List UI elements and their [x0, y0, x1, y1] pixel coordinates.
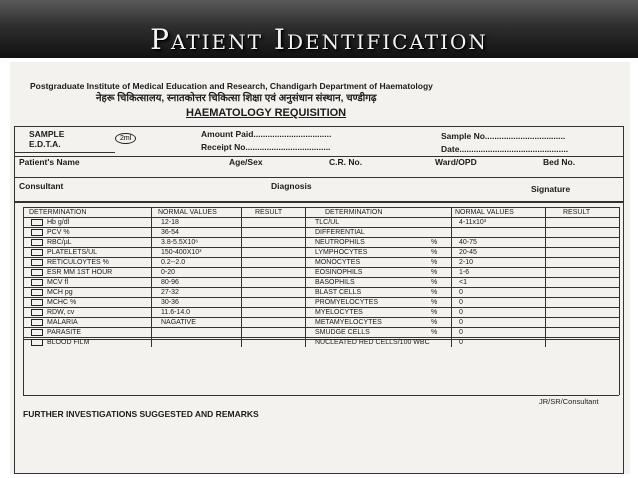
percent-sign: % — [431, 319, 438, 326]
amount-paid-field: Amount Paid................................. — [201, 129, 332, 139]
right-determination: LYMPHOCYTES — [315, 249, 368, 256]
test-checkbox[interactable] — [31, 339, 43, 346]
requisition-title: HAEMATOLOGY REQUISITION — [186, 107, 347, 119]
right-normal-value: 1-6 — [459, 269, 470, 276]
grid-line — [23, 307, 619, 308]
test-checkbox[interactable] — [31, 299, 43, 306]
left-normal-value: NAGATIVE — [161, 319, 196, 326]
grid-line — [451, 207, 452, 347]
institute-name: Postgraduate Institute of Medical Education and Research, Chandigarh Department of Haematology — [30, 81, 433, 91]
left-determination: MCV fl — [47, 279, 68, 286]
institute-name-hindi: नेहरू चिकित्सालय, स्नातकोत्तर चिकित्सा शिक्षा एवं अनुसंधान संस्थान, चण्डीगढ़ — [96, 93, 377, 104]
patient-name-label: Patient's Name — [19, 157, 80, 167]
grid-line — [23, 297, 619, 298]
right-normal-value: 0 — [459, 289, 463, 296]
grid-line — [23, 267, 619, 268]
grid-line — [23, 337, 619, 338]
signatory-label: JR/SR/Consultant — [539, 397, 599, 406]
left-normal-value: 80-96 — [161, 279, 179, 286]
col-normal-values: NORMAL VALUES — [158, 209, 217, 216]
sample-no-field: Sample No.................................. — [441, 131, 566, 141]
ward-label: Ward/OPD — [435, 157, 477, 167]
left-determination: BLOOD FILM — [47, 339, 90, 346]
requisition-form — [10, 62, 630, 474]
left-normal-value: 150-400X10³ — [161, 249, 202, 256]
col-normal-values: NORMAL VALUES — [455, 209, 514, 216]
grid-line — [23, 207, 619, 208]
test-checkbox[interactable] — [31, 259, 43, 266]
grid-line — [305, 207, 306, 347]
right-normal-value: 40-75 — [459, 239, 477, 246]
test-checkbox[interactable] — [31, 239, 43, 246]
left-normal-value: 30-36 — [161, 299, 179, 306]
right-normal-value: <1 — [459, 279, 467, 286]
right-determination: SMUDGE CELLS — [315, 329, 370, 336]
left-determination: PARASITE — [47, 329, 82, 336]
divider — [15, 152, 115, 153]
edta-label: E.D.T.A. — [29, 139, 61, 149]
further-investigations-label: FURTHER INVESTIGATIONS SUGGESTED AND REMARKS — [23, 409, 259, 419]
right-determination: EOSINOPHILS — [315, 269, 363, 276]
right-normal-value: 0 — [459, 319, 463, 326]
col-determination: DETERMINATION — [325, 209, 383, 216]
right-determination: TLC/UL — [315, 219, 340, 226]
ml-badge: 2ml — [115, 133, 136, 144]
percent-sign: % — [431, 239, 438, 246]
left-determination: RBC/µL — [47, 239, 72, 246]
grid-line — [23, 247, 619, 248]
test-checkbox[interactable] — [31, 289, 43, 296]
grid-line — [619, 347, 620, 395]
date-field: Date.............................................. — [441, 144, 569, 154]
left-normal-value: 0.2--2.0 — [161, 259, 186, 266]
right-normal-value: 0 — [459, 339, 463, 346]
right-normal-value: 20-45 — [459, 249, 477, 256]
right-determination: NEUTROPHILS — [315, 239, 365, 246]
grid-line — [23, 395, 619, 396]
right-determination: NUCLEATED RED CELLS/100 WBC — [315, 339, 430, 346]
left-determination: PCV % — [47, 229, 70, 236]
percent-sign: % — [431, 249, 438, 256]
grid-line — [619, 207, 620, 347]
percent-sign: % — [431, 299, 438, 306]
test-checkbox[interactable] — [31, 309, 43, 316]
test-checkbox[interactable] — [31, 249, 43, 256]
left-determination: MALARIA — [47, 319, 78, 326]
col-result: RESULT — [563, 209, 591, 216]
grid-line — [23, 287, 619, 288]
signature-label: Signature — [531, 184, 571, 194]
left-determination: ESR MM 1ST HOUR — [47, 269, 113, 276]
page-title: Patient Identification — [150, 23, 488, 56]
right-determination: MYELOCYTES — [315, 309, 363, 316]
results-box — [14, 202, 624, 474]
left-normal-value: 0-20 — [161, 269, 176, 276]
cr-no-label: C.R. No. — [329, 157, 363, 167]
right-determination: BLAST CELLS — [315, 289, 362, 296]
left-determination: MCH pg — [47, 289, 73, 296]
receipt-no-field: Receipt No.................................... — [201, 142, 331, 152]
test-checkbox[interactable] — [31, 319, 43, 326]
percent-sign: % — [431, 269, 438, 276]
test-checkbox[interactable] — [31, 269, 43, 276]
test-checkbox[interactable] — [31, 329, 43, 336]
left-normal-value: 27-32 — [161, 289, 179, 296]
percent-sign: % — [431, 289, 438, 296]
right-normal-value: 2-10 — [459, 259, 474, 266]
grid-line — [151, 207, 152, 347]
left-determination: RDW, cv — [47, 309, 75, 316]
right-normal-value: 4-11x10³ — [459, 219, 487, 226]
sample-label: SAMPLE — [29, 129, 65, 139]
left-normal-value: 11.6-14.0 — [161, 309, 191, 316]
left-normal-value: 3.8-5.5X10⁶ — [161, 239, 199, 246]
bed-no-label: Bed No. — [543, 157, 576, 167]
grid-line — [23, 317, 619, 318]
right-determination: METAMYELOCYTES — [315, 319, 382, 326]
test-checkbox[interactable] — [31, 219, 43, 226]
grid-line — [23, 327, 619, 328]
right-determination: BASOPHILS — [315, 279, 355, 286]
grid-line — [23, 207, 24, 347]
left-determination: RETICULOYTES % — [47, 259, 109, 266]
grid-line — [23, 277, 619, 278]
percent-sign: % — [431, 259, 438, 266]
left-normal-value: 36-54 — [161, 229, 179, 236]
grid-line — [23, 217, 619, 218]
percent-sign: % — [431, 309, 438, 316]
right-normal-value: 0 — [459, 309, 463, 316]
diagnosis-label: Diagnosis — [271, 181, 312, 191]
consultant-label: Consultant — [19, 181, 64, 191]
header-box — [14, 126, 624, 202]
age-sex-label: Age/Sex — [229, 157, 263, 167]
divider — [15, 177, 623, 178]
grid-line — [23, 257, 619, 258]
grid-line — [23, 347, 24, 395]
grid-line — [545, 207, 546, 347]
grid-line — [241, 207, 242, 347]
percent-sign: % — [431, 279, 438, 286]
col-result: RESULT — [255, 209, 283, 216]
col-determination: DETERMINATION — [29, 209, 87, 216]
left-normal-value: 12-18 — [161, 219, 179, 226]
right-normal-value: 0 — [459, 299, 463, 306]
right-normal-value: 0 — [459, 329, 463, 336]
grid-line — [23, 237, 619, 238]
test-checkbox[interactable] — [31, 229, 43, 236]
divider — [15, 156, 623, 157]
left-determination: PLATELETS/UL — [47, 249, 98, 256]
grid-line — [23, 227, 619, 228]
left-determination: MCHC % — [47, 299, 77, 306]
test-checkbox[interactable] — [31, 279, 43, 286]
right-determination: PROMYELOCYTES — [315, 299, 379, 306]
right-determination: MONOCYTES — [315, 259, 361, 266]
left-determination: Hb g/dl — [47, 219, 70, 226]
right-determination: DIFFERENTIAL — [315, 229, 365, 236]
percent-sign: % — [431, 329, 438, 336]
title-banner — [0, 0, 638, 58]
